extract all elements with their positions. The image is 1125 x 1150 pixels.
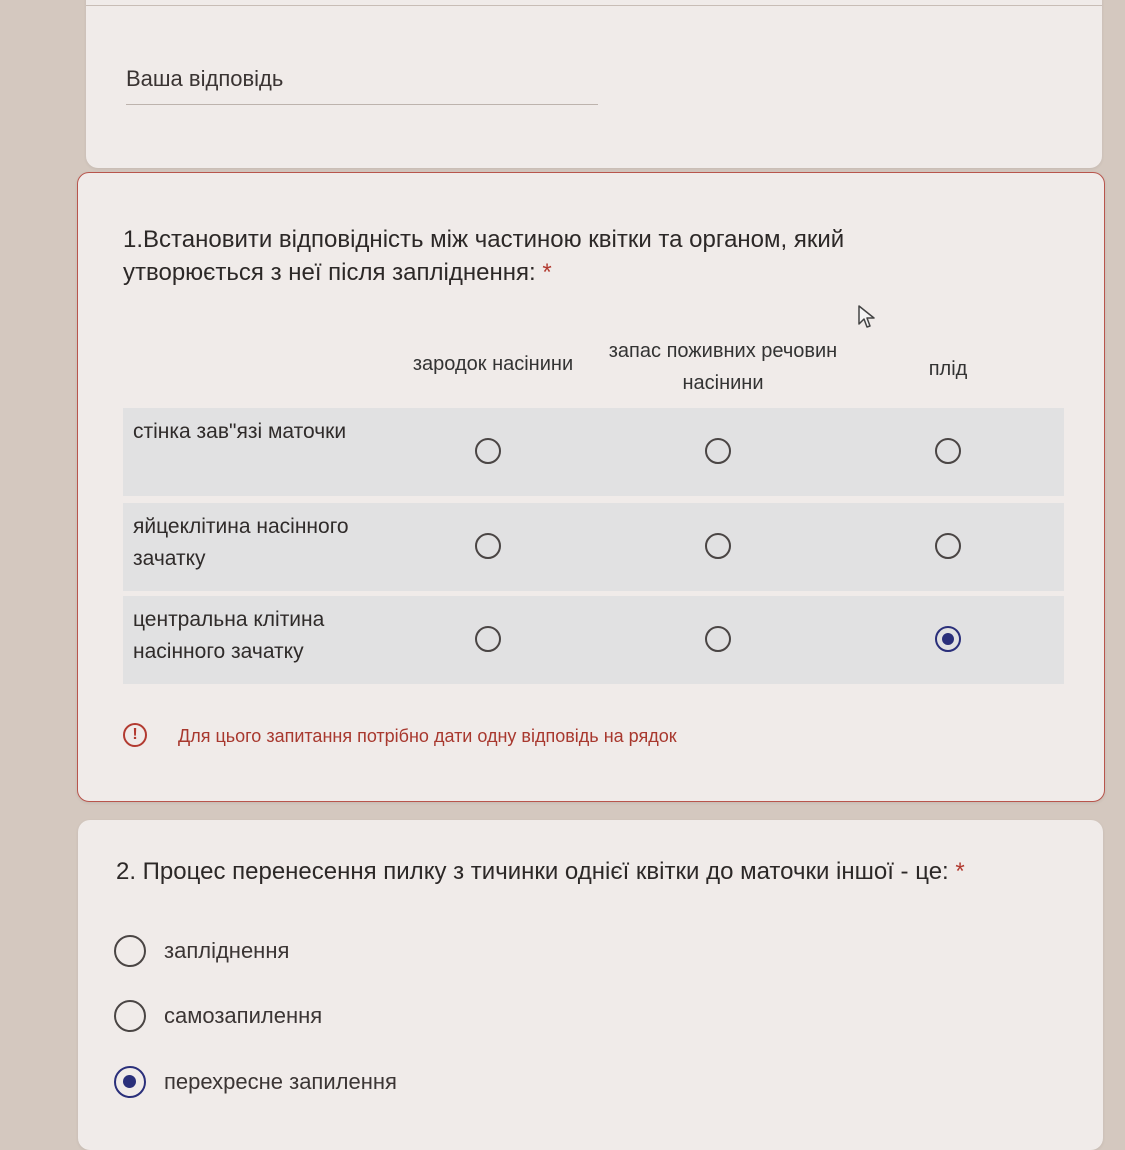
grid-radio-button[interactable] — [935, 438, 961, 464]
grid-row — [123, 503, 1064, 591]
grid-row-label: яйцеклітина насінного зачатку — [133, 515, 349, 570]
grid-column-header: плід — [928, 358, 968, 380]
option-label: перехресне запилення — [164, 1069, 397, 1094]
required-mark: * — [955, 858, 965, 885]
grid-radio-button[interactable] — [705, 438, 731, 464]
answer-option-selected[interactable] — [114, 1066, 397, 1100]
required-mark: * — [542, 259, 552, 286]
previous-field-underline — [86, 5, 1102, 6]
option-radio-button-selected[interactable] — [114, 1066, 146, 1098]
previous-question-card — [86, 0, 1102, 168]
grid-row-label: стінка зав"язі маточки — [133, 420, 347, 443]
answer-input[interactable]: Ваша відповідь — [126, 66, 284, 91]
mouse-cursor-icon — [857, 304, 877, 330]
error-icon: ! — [123, 723, 147, 747]
question-1-text: 1.Встановити відповідність між частиною квітки та органом, який утворюється з неї після запліднення: — [123, 226, 845, 286]
grid-radio-button[interactable] — [475, 438, 501, 464]
answer-option[interactable] — [114, 935, 289, 969]
grid-row — [123, 408, 1064, 496]
grid-radio-button-selected[interactable] — [935, 626, 961, 652]
option-radio-button[interactable] — [114, 1000, 146, 1032]
answer-option[interactable] — [114, 1000, 322, 1034]
question-2-card — [78, 820, 1103, 1150]
question-2-title — [116, 858, 965, 886]
grid-row — [123, 596, 1064, 684]
option-radio-button[interactable] — [114, 935, 146, 967]
question-2-text: 2. Процес перенесення пилку з тичинки однієї квітки до маточки іншої - це: — [116, 858, 949, 885]
grid-radio-button[interactable] — [475, 626, 501, 652]
grid-radio-button[interactable] — [475, 533, 501, 559]
question-1-card — [77, 172, 1105, 802]
grid-column-header: зародок насінини — [412, 353, 574, 375]
grid-radio-button[interactable] — [935, 533, 961, 559]
option-label: запліднення — [164, 938, 290, 963]
grid-column-header: запас поживних речовин насінини — [608, 340, 838, 394]
grid-row-label: центральна клітина насінного зачатку — [133, 608, 325, 663]
error-message: Для цього запитання потрібно дати одну відповідь на рядок — [178, 726, 677, 746]
option-label: самозапилення — [164, 1003, 323, 1028]
question-1-title — [123, 223, 983, 289]
grid-radio-button[interactable] — [705, 626, 731, 652]
grid-radio-button[interactable] — [705, 533, 731, 559]
answer-input-underline — [126, 104, 598, 105]
